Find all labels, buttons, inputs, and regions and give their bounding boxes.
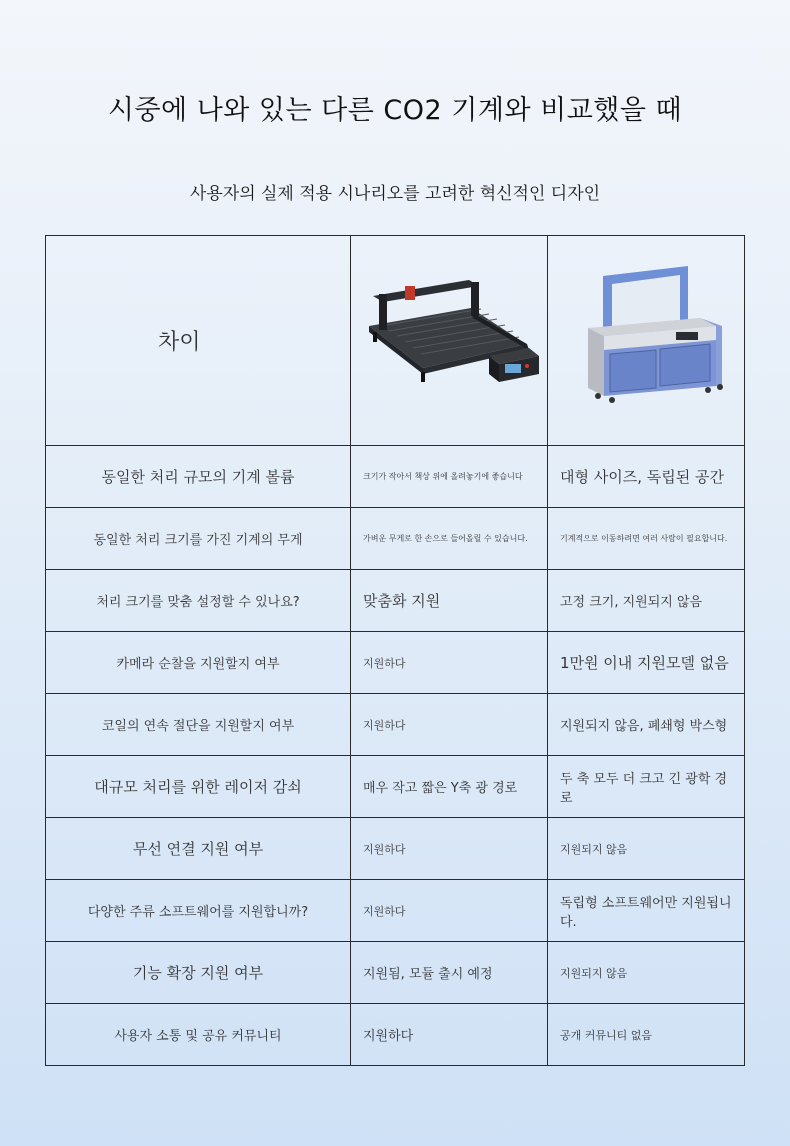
table-row xyxy=(46,1004,745,1066)
others-cell: 지원되지 않음, 폐쇄형 박스형 xyxy=(548,694,745,756)
row-label: 동일한 처리 크기를 가진 기계의 무게 xyxy=(46,508,351,570)
page-title: 시중에 나와 있는 다른 CO2 기계와 비교했을 때 xyxy=(107,95,683,126)
table-row xyxy=(46,508,745,570)
others-cell: 1만원 이내 지원모델 없음 xyxy=(548,632,745,694)
open-frame-laser-image xyxy=(351,236,547,441)
ours-cell: 가벼운 무게로 한 손으로 들어올릴 수 있습니다. xyxy=(351,508,548,570)
row-label: 카메라 순찰을 지원할지 여부 xyxy=(46,632,351,694)
row-label: 코일의 연속 절단을 지원할지 여부 xyxy=(46,694,351,756)
ours-cell: 맞춤화 지원 xyxy=(351,570,548,632)
row-label: 무선 연결 지원 여부 xyxy=(46,818,351,880)
ours-cell: 지원하다 xyxy=(351,694,548,756)
table-row xyxy=(46,818,745,880)
others-cell: 대형 사이즈, 독립된 공간 xyxy=(548,446,745,508)
table-row xyxy=(46,694,745,756)
ours-cell: 지원됨, 모듈 출시 예정 xyxy=(351,942,548,1004)
table-row xyxy=(46,942,745,1004)
table-row xyxy=(46,632,745,694)
row-label: 다양한 주류 소프트웨어를 지원합니까? xyxy=(46,880,351,942)
table-row xyxy=(46,880,745,942)
enclosed-co2-laser-image xyxy=(548,236,744,441)
row-label: 기능 확장 지원 여부 xyxy=(46,942,351,1004)
ours-cell: 크기가 작아서 책상 위에 올려놓기에 좋습니다 xyxy=(351,446,548,508)
others-cell: 공개 커뮤니티 없음 xyxy=(548,1004,745,1066)
ours-cell: 지원하다 xyxy=(351,632,548,694)
header-label: 차이 xyxy=(46,236,351,446)
row-label: 처리 크기를 맞춤 설정할 수 있나요? xyxy=(46,570,351,632)
page-subtitle: 사용자의 실제 적용 시나리오를 고려한 혁신적인 디자인 xyxy=(189,184,601,204)
row-label: 동일한 처리 규모의 기계 볼륨 xyxy=(46,446,351,508)
ours-cell: 지원하다 xyxy=(351,818,548,880)
competitor-machine-image-cell xyxy=(548,236,745,446)
ours-cell: 지원하다 xyxy=(351,880,548,942)
row-label: 대규모 처리를 위한 레이저 감쇠 xyxy=(46,756,351,818)
table-header-row xyxy=(46,236,745,446)
ours-cell: 지원하다 xyxy=(351,1004,548,1066)
others-cell: 독립형 소프트웨어만 지원됩니다. xyxy=(548,880,745,942)
others-cell: 고정 크기, 지원되지 않음 xyxy=(548,570,745,632)
table-row xyxy=(46,570,745,632)
others-cell: 두 축 모두 더 크고 긴 광학 경로 xyxy=(548,756,745,818)
others-cell: 기계적으로 이동하려면 여러 사람이 필요합니다. xyxy=(548,508,745,570)
table-row xyxy=(46,756,745,818)
our-machine-image-cell xyxy=(351,236,548,446)
row-label: 사용자 소통 및 공유 커뮤니티 xyxy=(46,1004,351,1066)
others-cell: 지원되지 않음 xyxy=(548,942,745,1004)
table-row xyxy=(46,446,745,508)
comparison-table xyxy=(45,235,745,1066)
ours-cell: 매우 작고 짧은 Y축 광 경로 xyxy=(351,756,548,818)
others-cell: 지원되지 않음 xyxy=(548,818,745,880)
